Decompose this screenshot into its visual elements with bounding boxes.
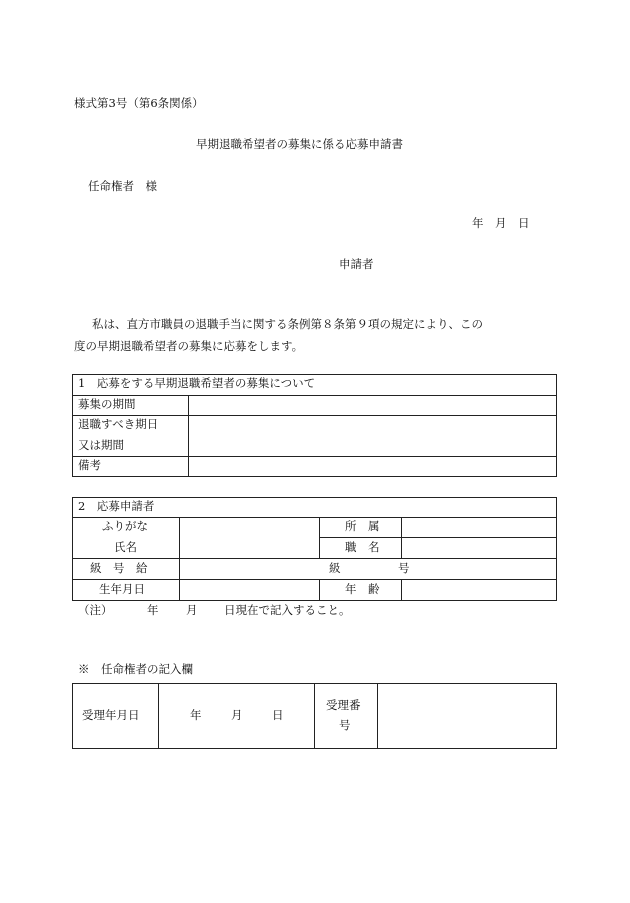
birth-date-field[interactable] (180, 580, 319, 600)
row-label-retire-date-2: 又は期間 (78, 438, 124, 452)
name-label: 氏名 (114, 540, 137, 554)
age-label: 年 齢 (345, 582, 380, 596)
age-field[interactable] (402, 580, 556, 600)
table2-header: 2 応募申請者 (78, 499, 155, 513)
job-title-label: 職 名 (345, 540, 380, 554)
retire-date-field[interactable] (189, 416, 555, 456)
appointer-section-heading: ※ 任命権者の記入欄 (78, 662, 193, 676)
received-date-label: 受理年月日 (82, 708, 140, 722)
furigana-label: ふりがな (102, 519, 148, 533)
note-month: 月 (186, 603, 198, 617)
received-day: 日 (272, 708, 284, 722)
affiliation-label: 所 属 (345, 519, 380, 533)
received-number-label-2: 号 (339, 718, 351, 732)
received-month: 月 (231, 708, 243, 722)
body-text-line2: 度の早期退職希望者の募集に応募をします。 (74, 339, 304, 353)
row-label-remarks: 備考 (78, 458, 101, 472)
row-label-retire-date-1: 退職すべき期日 (78, 417, 159, 431)
body-text-line1: 私は、直方市職員の退職手当に関する条例第８条第９項の規定により、この (92, 317, 483, 331)
affiliation-field[interactable] (402, 518, 556, 537)
page-title: 早期退職希望者の募集に係る応募申請書 (196, 137, 403, 151)
form-number: 様式第3号（第6条関係） (74, 96, 204, 110)
date-line: 年 月 日 (472, 216, 530, 230)
step-label: 号 (398, 561, 410, 575)
note-suffix: 日現在で記入すること。 (224, 603, 351, 617)
row-label-period: 募集の期間 (78, 397, 136, 411)
received-number-label-1: 受理番 (326, 698, 361, 712)
addressee: 任命権者 様 (88, 179, 157, 193)
job-title-field[interactable] (402, 538, 556, 558)
received-year: 年 (190, 708, 202, 722)
grade-salary-field[interactable] (180, 559, 556, 579)
grade-salary-label: 級 号 給 (90, 561, 148, 575)
received-date-field[interactable] (159, 684, 314, 748)
applicant-label: 申請者 (339, 257, 374, 271)
note-year: 年 (147, 603, 159, 617)
period-field[interactable] (189, 396, 555, 415)
remarks-field[interactable] (189, 457, 555, 476)
received-number-field[interactable] (378, 684, 556, 748)
table1-header: 1 応募をする早期退職希望者の募集について (78, 376, 316, 390)
grade-label: 級 (329, 561, 341, 575)
birth-date-label: 生年月日 (99, 582, 145, 596)
note-prefix: （注） (78, 603, 113, 617)
name-field[interactable] (180, 518, 319, 558)
